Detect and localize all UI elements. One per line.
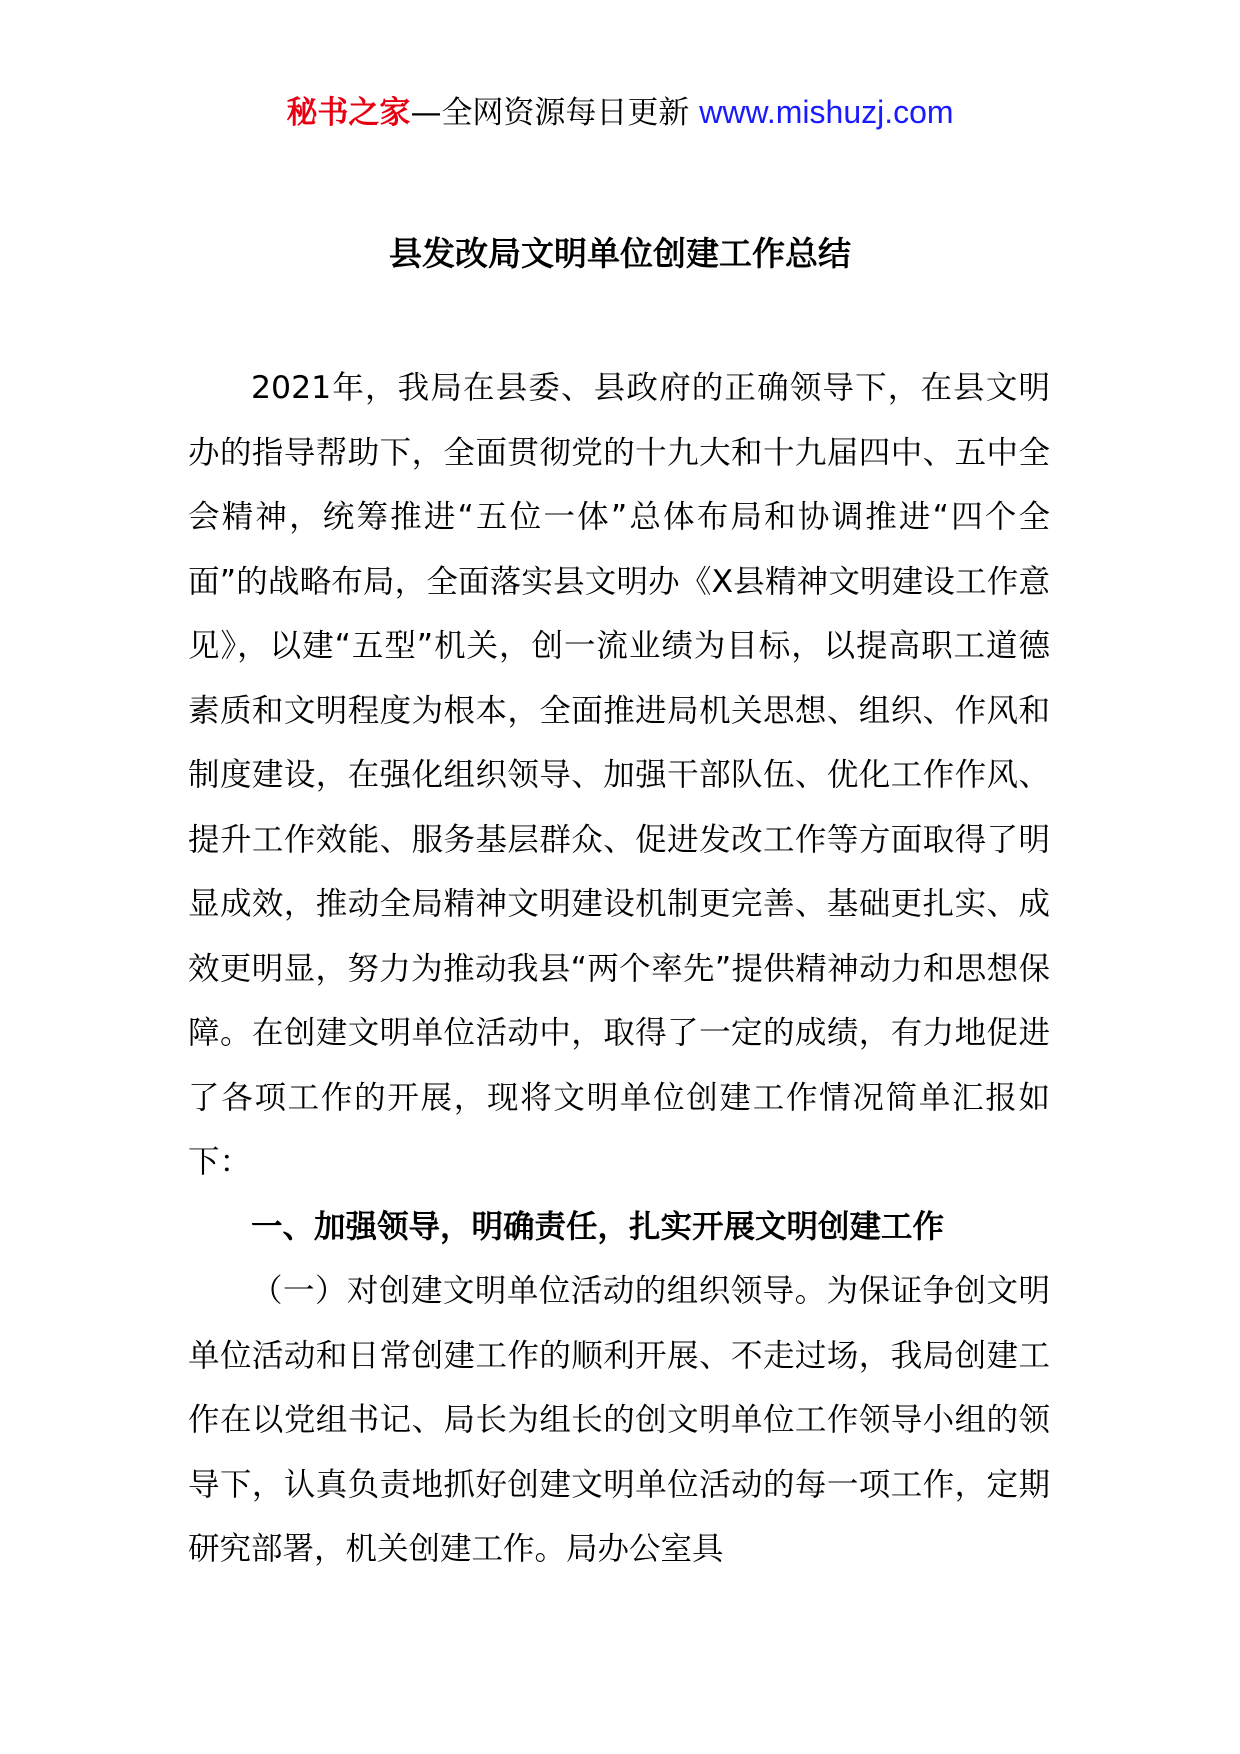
section-heading-1: 一、加强领导，明确责任，扎实开展文明创建工作 xyxy=(251,1208,945,1245)
paragraph-section-1-1: （一）对创建文明单位活动的组织领导。为保证争创文明单位活动和日常创建工作的顺利开展、不走过场，我局创建工作在以党组书记、局长为组长的创文明单位工作领导小组的领导下，认真负责地抓好创建文明单位活动的每一项工作，定期研究部署，机关创建工作。局办公室具 xyxy=(188,1273,1050,1567)
paragraph-intro: 2021年，我局在县委、县政府的正确领导下，在县文明办的指导帮助下，全面贯彻党的十九大和十九届四中、五中全会精神，统筹推进“五位一体”总体布局和协调推进“四个全面”的战略布局，全面落实县文明办《X县精神文明建设工作意见》，以建“五型”机关，创一流业绩为目标，以提高职工道德素质和文明程度为根本，全面推进局机关思想、组织、作风和制度建设，在强化组织领导、加强干部队伍、优化工作作风、提升工作效能、服务基层群众、促进发改工作等方面取得了明显成效，推动全局精神文明建设机制更完善、基础更扎实、成效更明显，努力为推动我县“两个率先”提供精神动力和思想保障。在创建文明单位活动中，取得了一定的成绩，有力地促进了各项工作的开展，现将文明单位创建工作情况简单汇报如下： xyxy=(188,370,1050,1180)
document-body xyxy=(188,356,1050,1582)
brand-name: 秘书之家 xyxy=(286,95,411,131)
site-banner xyxy=(0,92,1240,133)
site-url-link[interactable]: www.mishuzj.com xyxy=(699,94,954,130)
brand-tagline: —全网资源每日更新 xyxy=(410,95,690,131)
document-title: 县发改局文明单位创建工作总结 xyxy=(389,234,851,273)
